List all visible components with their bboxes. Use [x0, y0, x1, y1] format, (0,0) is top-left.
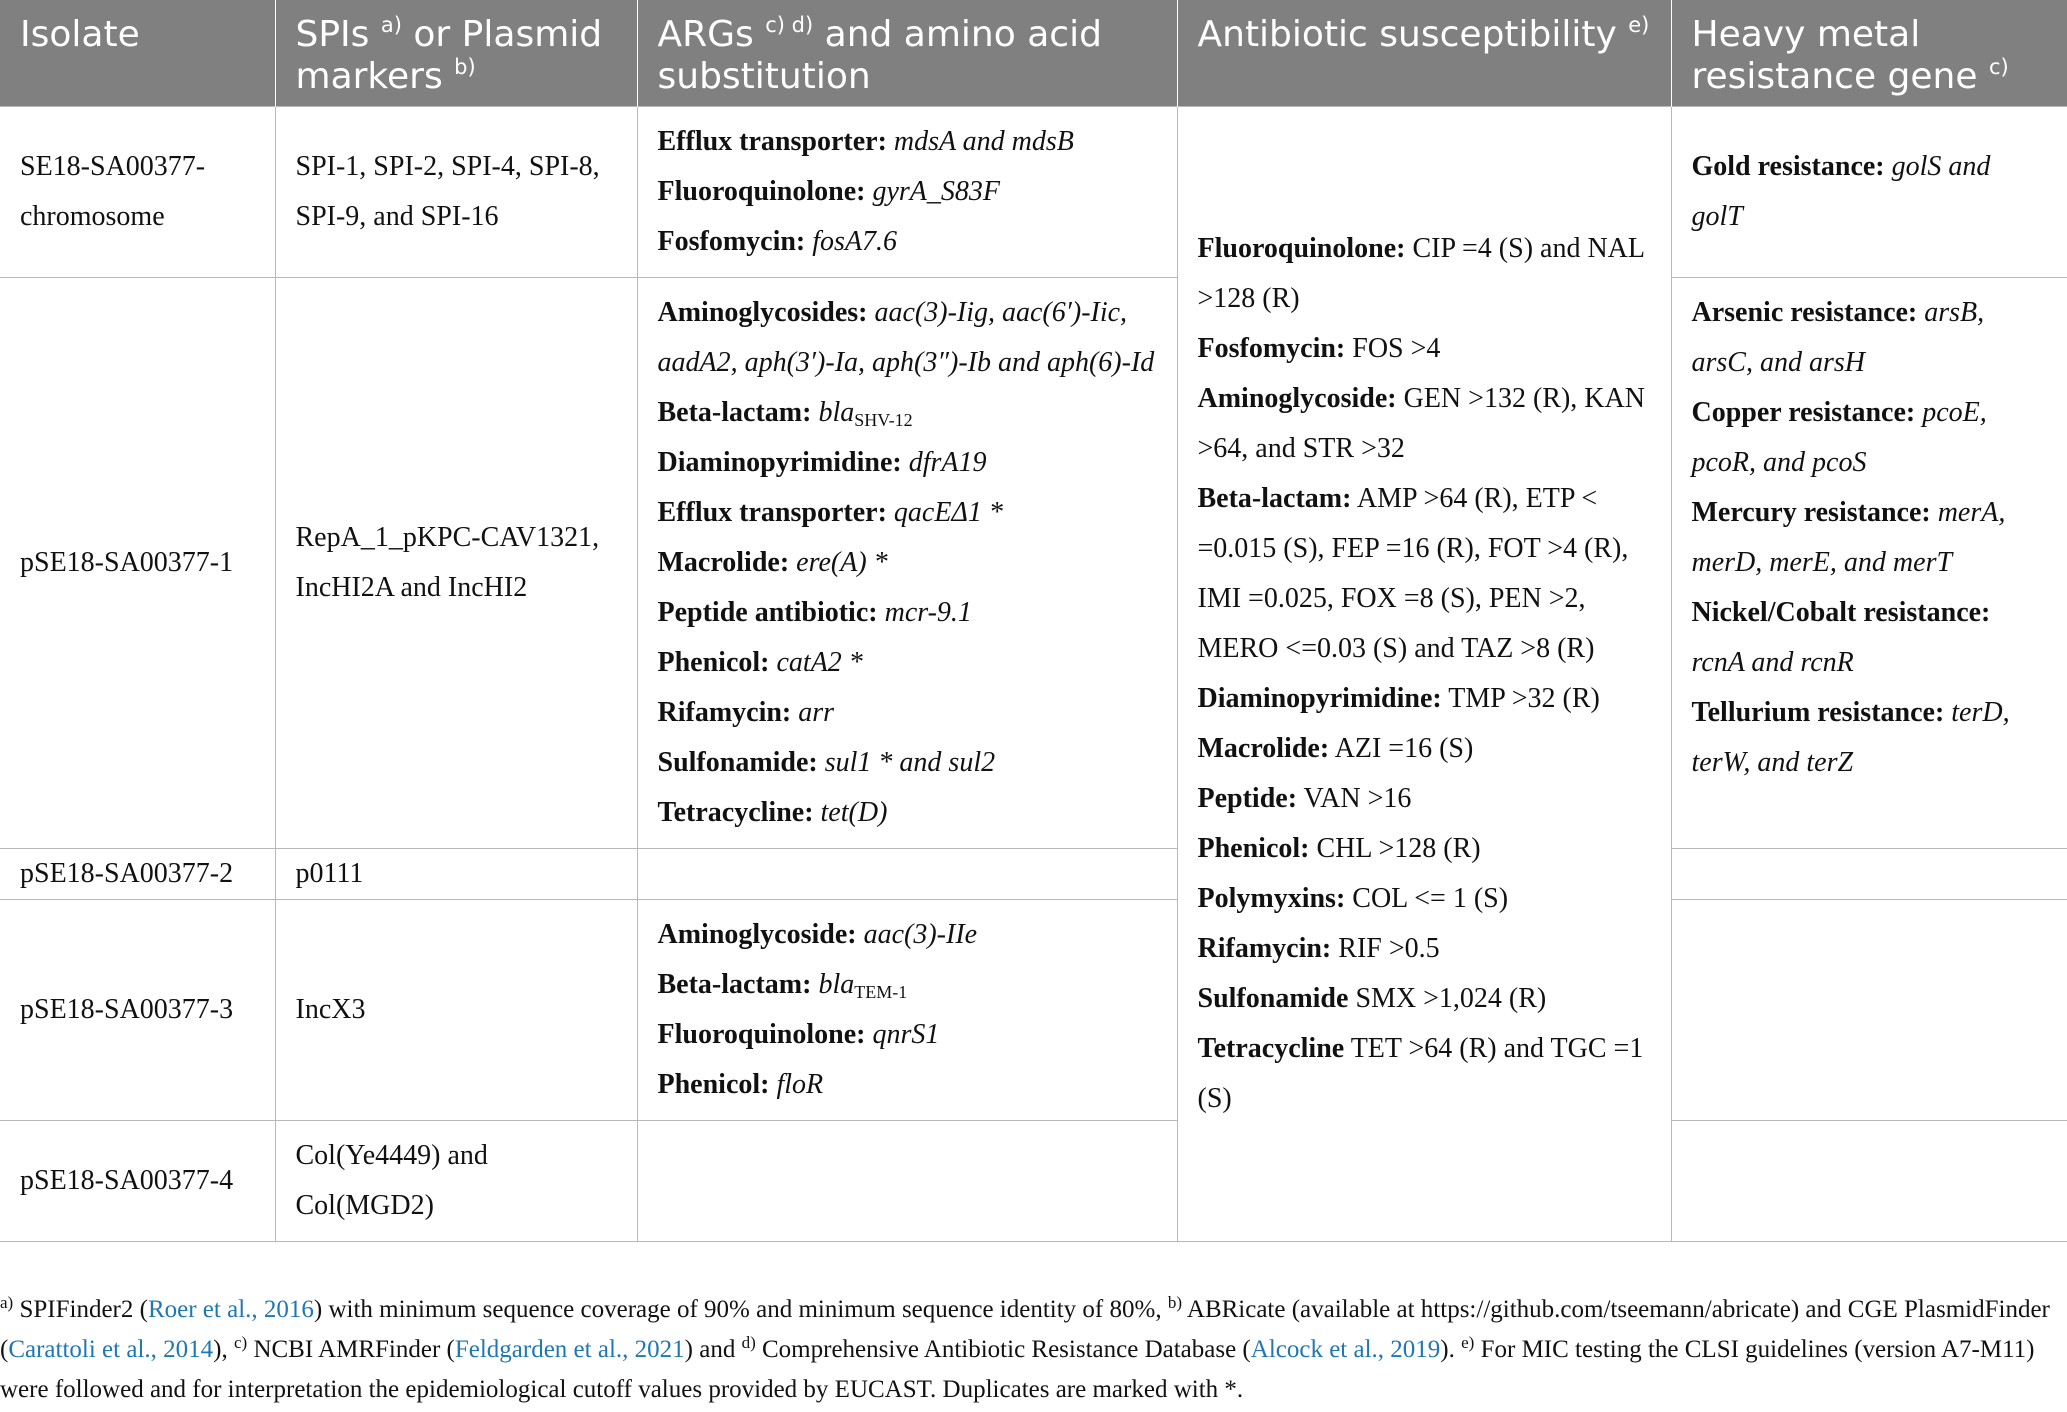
- arg-entry-label: Beta-lactam:: [657, 969, 812, 1000]
- metal-cell: [1671, 107, 2067, 278]
- metal-entry-value: pcoE, pcoR, and pcoS: [1691, 397, 1987, 478]
- susceptibility-entry-value: RIF >0.5: [1338, 933, 1440, 964]
- arg-entry-subscript: TEM-1: [854, 982, 908, 1002]
- susceptibility-entry-label: Beta-lactam:: [1197, 483, 1352, 514]
- args-cell: [637, 107, 1177, 278]
- susceptibility-entry-label: Rifamycin:: [1197, 933, 1332, 964]
- susceptibility-entry-value: SMX >1,024 (R): [1355, 983, 1547, 1014]
- header-susceptibility: [1177, 0, 1671, 107]
- arg-entry: [658, 738, 1157, 788]
- susceptibility-entry-label: Aminoglycoside:: [1197, 383, 1397, 414]
- susceptibility-entry: [1198, 674, 1651, 724]
- citation-link[interactable]: Carattoli et al., 2014: [8, 1336, 214, 1363]
- arg-entry: [658, 788, 1157, 838]
- arg-entry: [658, 1060, 1157, 1110]
- arg-entry: [658, 538, 1157, 588]
- header-spis: [275, 0, 637, 107]
- susceptibility-entry: [1198, 824, 1651, 874]
- arg-entry: [658, 1010, 1157, 1060]
- footnote-a-text-2: ) with minimum sequence coverage of 90% and minimum sequence identity of 80%,: [313, 1296, 1168, 1323]
- susceptibility-entry-label: Fosfomycin:: [1197, 333, 1346, 364]
- arg-entry-value: fosA7.6: [812, 226, 898, 257]
- arg-entry-label: Fluoroquinolone:: [657, 176, 866, 207]
- isolate-cell: pSE18-SA00377-2: [0, 849, 275, 900]
- arg-entry: [658, 217, 1157, 267]
- footnote-mark-b: b): [1167, 1293, 1183, 1312]
- citation-link[interactable]: Roer et al., 2016: [147, 1296, 314, 1323]
- arg-entry-label: Efflux transporter:: [657, 126, 887, 157]
- arg-entry-value: mcr-9.1: [884, 597, 972, 628]
- susceptibility-entry: [1198, 924, 1651, 974]
- args-cell: [637, 1121, 1177, 1242]
- arg-entry-value: arr: [798, 697, 835, 728]
- susceptibility-entry-value: VAN >16: [1303, 783, 1412, 814]
- header-isolate: [0, 0, 275, 107]
- metal-cell: [1671, 849, 2067, 900]
- susceptibility-entry-value: COL <= 1 (S): [1352, 883, 1509, 914]
- footnote-d-text-2: ).: [1440, 1336, 1462, 1363]
- spis-cell: p0111: [275, 849, 637, 900]
- table-row-plasmid-1: [0, 278, 2067, 849]
- susceptibility-entry-label: Tetracycline: [1197, 1033, 1345, 1064]
- metal-cell: [1671, 900, 2067, 1121]
- arg-entry-value: dfrA19: [908, 447, 987, 478]
- table-row-plasmid-4: [0, 1121, 2067, 1242]
- susceptibility-entry-value: TMP >32 (R): [1448, 683, 1600, 714]
- header-spis-sup-b: b): [454, 55, 476, 79]
- susceptibility-entry-value: AMP >64 (R), ETP < =0.015 (S), FEP =16 (R), FOT >4 (R), IMI =0.025, FOX =8 (S), PEN >2, MERO <=0.03 (S) and TAZ >8 (R): [1197, 483, 1629, 664]
- spis-cell: RepA_1_pKPC-CAV1321, IncHI2A and IncHI2: [275, 278, 637, 849]
- args-cell: [637, 900, 1177, 1121]
- arg-entry: [658, 117, 1157, 167]
- arg-entry-label: Rifamycin:: [657, 697, 792, 728]
- header-ast-text: Antibiotic susceptibility: [1197, 14, 1629, 55]
- footnote-d-text: Comprehensive Antibiotic Resistance Database (: [755, 1336, 1251, 1363]
- metal-entry-label: Nickel/Cobalt resistance:: [1691, 597, 1991, 628]
- arg-entry-label: Phenicol:: [657, 1069, 770, 1100]
- susceptibility-entry-label: Macrolide:: [1197, 733, 1330, 764]
- susceptibility-entry-value: FOS >4: [1352, 333, 1441, 364]
- susceptibility-entry-label: Fluoroquinolone:: [1197, 233, 1406, 264]
- arg-entry-label: Peptide antibiotic:: [657, 597, 878, 628]
- metal-entry-value: merA, merD, merE, and merT: [1691, 497, 2006, 578]
- susceptibility-entry: [1198, 874, 1651, 924]
- arg-entry-label: Phenicol:: [657, 647, 770, 678]
- arg-entry-label: Diaminopyrimidine:: [657, 447, 902, 478]
- header-args: [637, 0, 1177, 107]
- metal-entry: [1692, 688, 2048, 788]
- header-args-sup: c) d): [765, 13, 814, 37]
- footnote-e-text: For MIC testing the CLSI guidelines (version A7-M11) were followed and for interpretation the epidemiological cutoff values provided by EUCAST. Duplicates are marked with *.: [0, 1336, 2035, 1403]
- arg-entry-value: catA2 *: [776, 647, 863, 678]
- arg-entry-label: Aminoglycosides:: [657, 297, 868, 328]
- susceptibility-entry: [1198, 974, 1651, 1024]
- arg-entry-label: Fosfomycin:: [657, 226, 806, 257]
- footnote-b-text: ABRicate (available at https://github.com/tseemann/abricate) and CGE PlasmidFinder (: [0, 1296, 2050, 1363]
- arg-entry: [658, 638, 1157, 688]
- arg-entry: [658, 167, 1157, 217]
- table-row-plasmid-2: [0, 849, 2067, 900]
- arg-entry-label: Aminoglycoside:: [657, 919, 857, 950]
- table-body: [0, 107, 2067, 1242]
- arg-entry-value: gyrA_S83F: [872, 176, 1001, 207]
- metal-entry-value: arsB, arsC, and arsH: [1691, 297, 1985, 378]
- arg-entry-label: Fluoroquinolone:: [657, 1019, 866, 1050]
- args-cell: [637, 278, 1177, 849]
- metal-entry: [1692, 142, 2048, 242]
- susceptibility-entry: [1198, 374, 1651, 474]
- susceptibility-entry-label: Sulfonamide: [1197, 983, 1349, 1014]
- header-isolate-text: Isolate: [20, 14, 140, 55]
- susceptibility-entry: [1198, 1024, 1651, 1124]
- susceptibility-entry: [1198, 474, 1651, 674]
- isolate-cell: pSE18-SA00377-4: [0, 1121, 275, 1242]
- footnote-b-text-2: ),: [213, 1336, 234, 1363]
- arg-entry: [658, 388, 1157, 438]
- metal-entry-value: terD, terW, and terZ: [1691, 697, 2010, 778]
- citation-link[interactable]: Feldgarden et al., 2021: [454, 1336, 685, 1363]
- arg-entry-value: ere(A) *: [796, 547, 888, 578]
- susceptibility-cell: [1177, 107, 1671, 1242]
- arg-entry-value: floR: [776, 1069, 824, 1100]
- footnote-mark-e: e): [1461, 1333, 1475, 1352]
- metal-entry-label: Tellurium resistance:: [1691, 697, 1945, 728]
- arg-entry-value: sul1 * and sul2: [824, 747, 996, 778]
- susceptibility-entry-value: TET >64 (R) and TGC =1 (S): [1197, 1033, 1644, 1114]
- arg-entry-value: qacEΔ1 *: [893, 497, 1003, 528]
- susceptibility-entry-label: Diaminopyrimidine:: [1197, 683, 1442, 714]
- metal-cell: [1671, 1121, 2067, 1242]
- arg-entry-value: mdsA and mdsB: [893, 126, 1074, 157]
- susceptibility-entry-value: GEN >132 (R), KAN >64, and STR >32: [1197, 383, 1645, 464]
- header-spis-sup-a: a): [380, 13, 402, 37]
- metal-cell: [1671, 278, 2067, 849]
- table-row-chromosome: [0, 107, 2067, 278]
- metal-entry-label: Arsenic resistance:: [1691, 297, 1918, 328]
- susceptibility-entry: [1198, 324, 1651, 374]
- arg-entry-label: Tetracycline:: [657, 797, 814, 828]
- arg-entry-subscript: SHV-12: [854, 410, 913, 430]
- header-row: [0, 0, 2067, 107]
- arg-entry-label: Sulfonamide:: [657, 747, 818, 778]
- header-args-text-rest: and amino acid substitution: [657, 14, 1102, 97]
- arg-entry: [658, 438, 1157, 488]
- arg-entry-label: Macrolide:: [657, 547, 790, 578]
- table-footnote: [0, 1290, 2067, 1410]
- header-metal-text: Heavy metal resistance gene: [1691, 14, 1989, 97]
- metal-entry-label: Mercury resistance:: [1691, 497, 1931, 528]
- footnote-mark-a: a): [0, 1293, 14, 1312]
- spis-cell: Col(Ye4449) and Col(MGD2): [275, 1121, 637, 1242]
- footnote-c-text: NCBI AMRFinder (: [247, 1336, 455, 1363]
- susceptibility-entry: [1198, 774, 1651, 824]
- header-spis-text-b: or Plasmid markers: [295, 14, 603, 97]
- arg-entry-value: aac(3)-Iig, aac(6′)-Iic, aadA2, aph(3′)-Ia, aph(3″)-Ib and aph(6)-Id: [657, 297, 1155, 378]
- arg-entry: [658, 910, 1157, 960]
- header-args-text: ARGs: [657, 14, 766, 55]
- arg-entry-label: Beta-lactam:: [657, 397, 812, 428]
- metal-entry-label: Gold resistance:: [1691, 151, 1885, 182]
- spis-cell: SPI-1, SPI-2, SPI-4, SPI-8, SPI-9, and SPI-16: [275, 107, 637, 278]
- arg-entry-value: qnrS1: [872, 1019, 940, 1050]
- metal-entry-value: rcnA and rcnR: [1691, 647, 1854, 678]
- metal-entry: [1692, 388, 2048, 488]
- metal-entry: [1692, 488, 2048, 588]
- header-metal-sup: c): [1988, 55, 2009, 79]
- susceptibility-entry-label: Polymyxins:: [1197, 883, 1346, 914]
- args-cell: [637, 849, 1177, 900]
- arg-entry-value: bla: [818, 969, 855, 1000]
- spis-cell: IncX3: [275, 900, 637, 1121]
- citation-link[interactable]: Alcock et al., 2019: [1250, 1336, 1441, 1363]
- susceptibility-entry-value: AZI =16 (S): [1334, 733, 1474, 764]
- arg-entry: [658, 588, 1157, 638]
- footnote-c-text-2: ) and: [684, 1336, 742, 1363]
- footnote-a-text: SPIFinder2 (: [13, 1296, 148, 1323]
- footnote-mark-d: d): [741, 1333, 756, 1352]
- isolate-cell: pSE18-SA00377-1: [0, 278, 275, 849]
- table-row-plasmid-3: [0, 900, 2067, 1121]
- metal-entry-value: golS and golT: [1691, 151, 1991, 232]
- arg-entry-value: bla: [818, 397, 855, 428]
- metal-entry: [1692, 288, 2048, 388]
- footnote-mark-c: c): [233, 1333, 248, 1352]
- isolate-cell: SE18-SA00377-chromosome: [0, 107, 275, 278]
- susceptibility-entry: [1198, 724, 1651, 774]
- isolate-cell: pSE18-SA00377-3: [0, 900, 275, 1121]
- header-spis-text: SPIs: [295, 14, 381, 55]
- susceptibility-entry-value: CIP =4 (S) and NAL >128 (R): [1197, 233, 1644, 314]
- metal-entry-label: Copper resistance:: [1691, 397, 1916, 428]
- header-ast-sup: e): [1628, 13, 1650, 37]
- arg-entry: [658, 488, 1157, 538]
- metal-entry: [1692, 588, 2048, 688]
- arg-entry-value: aac(3)-IIe: [863, 919, 978, 950]
- susceptibility-entry-label: Phenicol:: [1197, 833, 1310, 864]
- susceptibility-entry: [1198, 224, 1651, 324]
- arg-entry: [658, 288, 1157, 388]
- arg-entry: [658, 688, 1157, 738]
- arg-entry: [658, 960, 1157, 1010]
- arg-entry-label: Efflux transporter:: [657, 497, 887, 528]
- header-metal: [1671, 0, 2067, 107]
- susceptibility-entry-label: Peptide:: [1197, 783, 1298, 814]
- arg-entry-value: tet(D): [820, 797, 888, 828]
- susceptibility-entry-value: CHL >128 (R): [1316, 833, 1481, 864]
